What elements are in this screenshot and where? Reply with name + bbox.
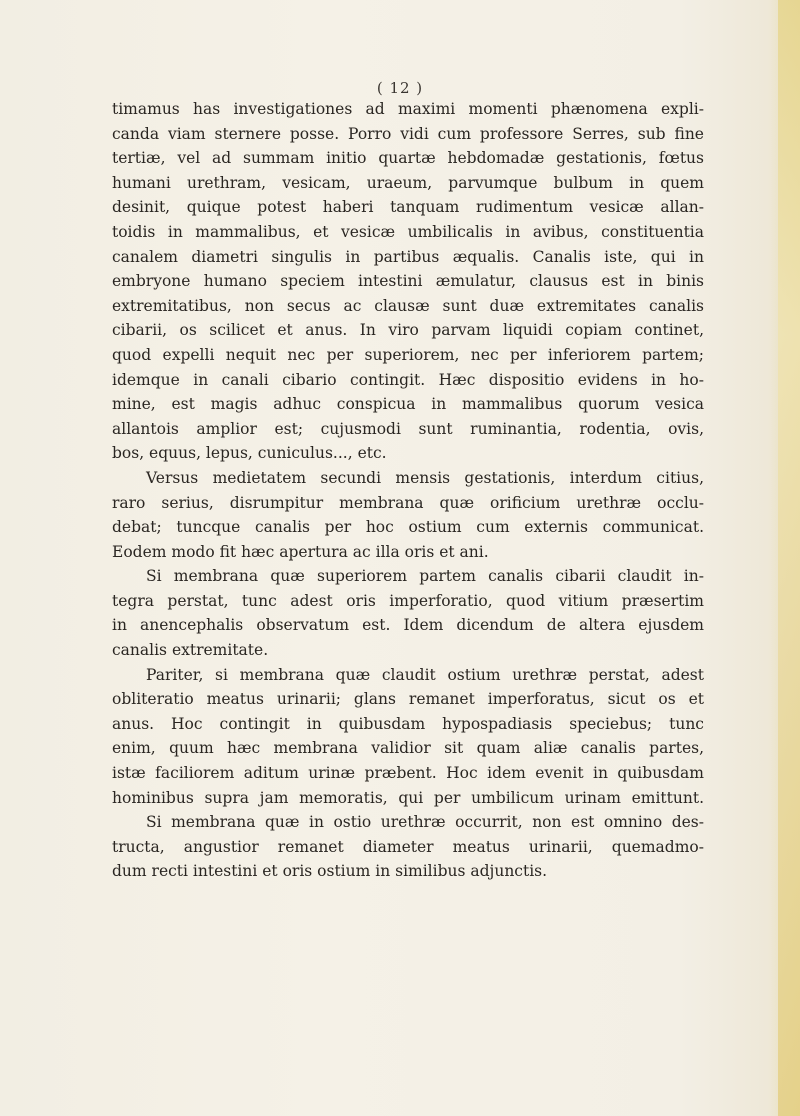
- text-line: tructa, angustior remanet diameter meatus urinarii, quemadmo-: [112, 837, 704, 856]
- text-line: timamus has investigationes ad maximi momenti phænomena expli-: [112, 100, 704, 118]
- text-line: mine, est magis adhuc conspicua in mammalibus quorum vesica: [112, 395, 704, 414]
- text-line: quod expelli nequit nec per superiorem, nec per inferiorem partem;: [112, 345, 704, 364]
- text-line: canda viam sternere posse. Porro vidi cum professore Serres, sub fine: [112, 124, 704, 143]
- text-line: obliteratio meatus urinarii; glans remanet imperforatus, sicut os et: [112, 690, 704, 709]
- text-line: Si membrana quæ in ostio urethræ occurrit, non est omnino des-: [146, 813, 704, 832]
- text-line: extremitatibus, non secus ac clausæ sunt duæ extremitates canalis: [112, 296, 704, 315]
- text-line: Pariter, si membrana quæ claudit ostium urethræ perstat, adest: [146, 665, 704, 684]
- text-line: idemque in canali cibario contingit. Hæc dispositio evidens in ho-: [112, 370, 704, 389]
- text-line: istæ faciliorem aditum urinæ præbent. Hoc idem evenit in quibusdam: [112, 764, 704, 783]
- text-line: tegra perstat, tunc adest oris imperforatio, quod vitium præsertim: [112, 591, 704, 610]
- text-line: desinit, quique potest haberi tanquam rudimentum vesicæ allan-: [112, 198, 704, 217]
- text-line: humani urethram, vesicam, uraeum, parvumque bulbum in quem: [112, 173, 704, 192]
- text-line: tertiæ, vel ad summam initio quartæ hebdomadæ gestationis, fœtus: [112, 149, 704, 168]
- page-edge-stain: [778, 0, 800, 1116]
- text-line: dum recti intestini et oris ostium in similibus adjunctis.: [112, 862, 548, 881]
- text-line: canalis extremitate.: [112, 641, 269, 660]
- text-line: Eodem modo fit hæc apertura ac illa oris et ani.: [112, 542, 489, 561]
- text-line: debat; tuncque canalis per hoc ostium cum externis communicat.: [112, 518, 704, 537]
- text-line: toidis in mammalibus, et vesicæ umbilicalis in avibus, constituentia: [112, 222, 704, 241]
- text-line: hominibus supra jam memoratis, qui per umbilicum urinam emittunt.: [112, 788, 704, 807]
- text-line: cibarii, os scilicet et anus. In viro parvam liquidi copiam continet,: [112, 321, 704, 340]
- text-line: Si membrana quæ superiorem partem canalis cibarii claudit in-: [146, 567, 704, 586]
- page-number: ( 12 ): [376, 79, 424, 97]
- text-line: raro serius, disrumpitur membrana quæ orificium urethræ occlu-: [112, 493, 704, 512]
- text-line: embryone humano speciem intestini æmulatur, clausus est in binis: [112, 272, 704, 291]
- text-line: enim, quum hæc membrana validior sit quam aliæ canalis partes,: [112, 739, 704, 758]
- text-line: canalem diametri singulis in partibus æqualis. Canalis iste, qui in: [112, 247, 704, 266]
- text-line: anus. Hoc contingit in quibusdam hypospadiasis speciebus; tunc: [112, 714, 704, 733]
- text-line: allantois amplior est; cujusmodi sunt ruminantia, rodentia, ovis,: [112, 419, 704, 438]
- text-line: bos, equus, lepus, cuniculus..., etc.: [112, 444, 387, 463]
- text-line: in anencephalis observatum est. Idem dicendum de altera ejusdem: [112, 616, 704, 635]
- body-text: [112, 97, 704, 884]
- text-line: Versus medietatem secundi mensis gestationis, interdum citius,: [146, 468, 704, 487]
